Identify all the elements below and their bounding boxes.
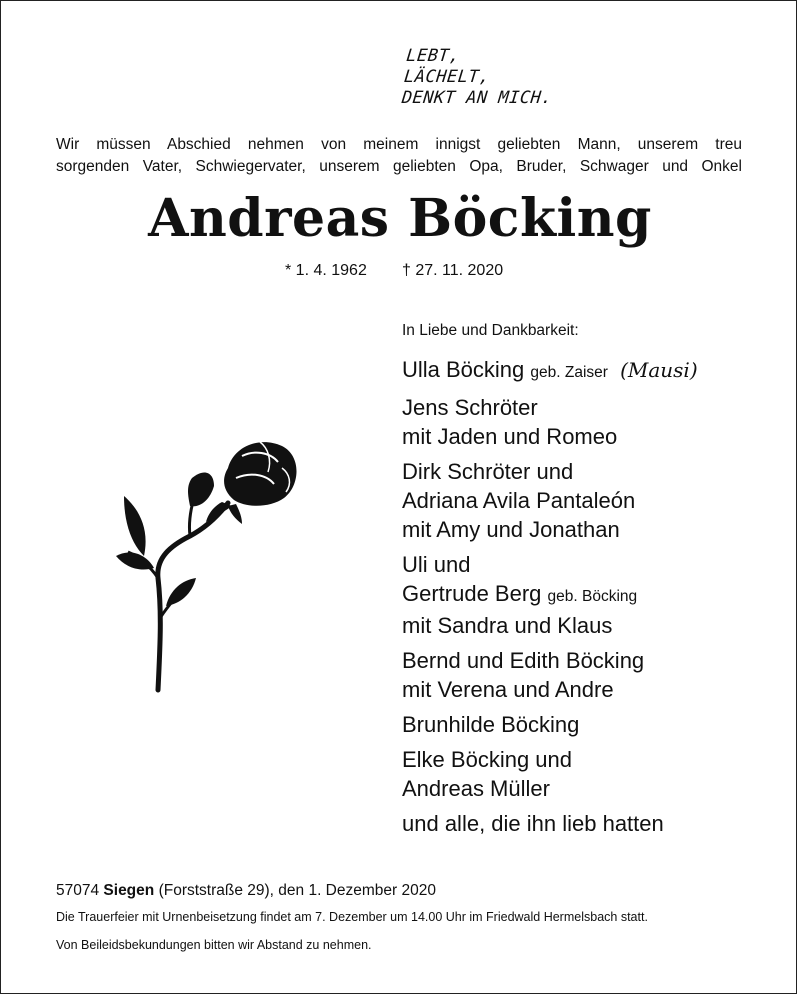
mourner-group xyxy=(402,745,782,803)
condolence-note: Von Beileidsbekundungen bitten wir Abstand zu nehmen. xyxy=(56,938,372,952)
mourner-group xyxy=(402,355,782,387)
mourner-line: Andreas Müller xyxy=(402,776,550,801)
city: Siegen xyxy=(103,882,155,899)
maiden-name-note: geb. Böcking xyxy=(547,588,638,605)
mourner-line: Bernd und Edith Böcking xyxy=(402,648,645,673)
mourner-group xyxy=(402,393,782,451)
mourner-line: mit Verena und Andre xyxy=(402,677,614,702)
mourner-name: Ulla Böcking xyxy=(402,357,525,382)
handwritten-nickname: (Mausi) xyxy=(620,358,698,382)
mourner-group xyxy=(402,457,782,544)
intro-line: Wir müssen Abschied nehmen von meinem innigst geliebten Mann, unserem treu xyxy=(56,136,742,153)
mourner-name: Gertrude Berg xyxy=(402,581,542,606)
mourner-line: mit Jaden und Romeo xyxy=(402,424,618,449)
postcode: 57074 xyxy=(56,882,100,899)
address-date: (Forststraße 29), den 1. Dezember 2020 xyxy=(158,882,436,899)
mourner-group xyxy=(402,710,782,739)
thanks-label: In Liebe und Dankbarkeit: xyxy=(402,322,579,339)
motto xyxy=(401,46,558,109)
birth-date: * 1. 4. 1962 xyxy=(285,262,367,279)
mourner-group xyxy=(402,646,782,704)
ceremony-info: Die Trauerfeier mit Urnenbeisetzung findet am 7. Dezember um 14.00 Uhr im Friedwald Hermelsbach statt. xyxy=(56,910,648,924)
motto-line: LEBT, xyxy=(405,46,461,66)
mourners-list xyxy=(402,355,782,844)
mourner-line: Uli und xyxy=(402,552,471,577)
mourner-group xyxy=(402,809,782,838)
mourner-line: Adriana Avila Pantaleón xyxy=(402,488,636,513)
death-date: † 27. 11. 2020 xyxy=(402,262,504,279)
mourner-line: Jens Schröter xyxy=(402,395,538,420)
motto-line: DENKT AN MICH. xyxy=(400,88,554,108)
mourner-line: mit Amy und Jonathan xyxy=(402,517,620,542)
mourner-line: Elke Böcking und xyxy=(402,747,572,772)
rose-icon xyxy=(110,428,310,698)
intro-text xyxy=(56,134,742,178)
mourner-line: Dirk Schröter und xyxy=(402,459,574,484)
mourner-line: und alle, die ihn lieb hatten xyxy=(402,811,664,836)
maiden-name-note: geb. Zaiser xyxy=(530,364,608,381)
mourner-line: mit Sandra und Klaus xyxy=(402,613,613,638)
place-date-line xyxy=(56,882,436,900)
mourner-group xyxy=(402,550,782,640)
deceased-name: Andreas Böcking xyxy=(148,188,652,249)
motto-line: LÄCHELT, xyxy=(403,67,491,87)
mourner-line: Brunhilde Böcking xyxy=(402,712,580,737)
intro-line: sorgenden Vater, Schwiegervater, unserem geliebten Opa, Bruder, Schwager und Onkel xyxy=(56,158,742,175)
